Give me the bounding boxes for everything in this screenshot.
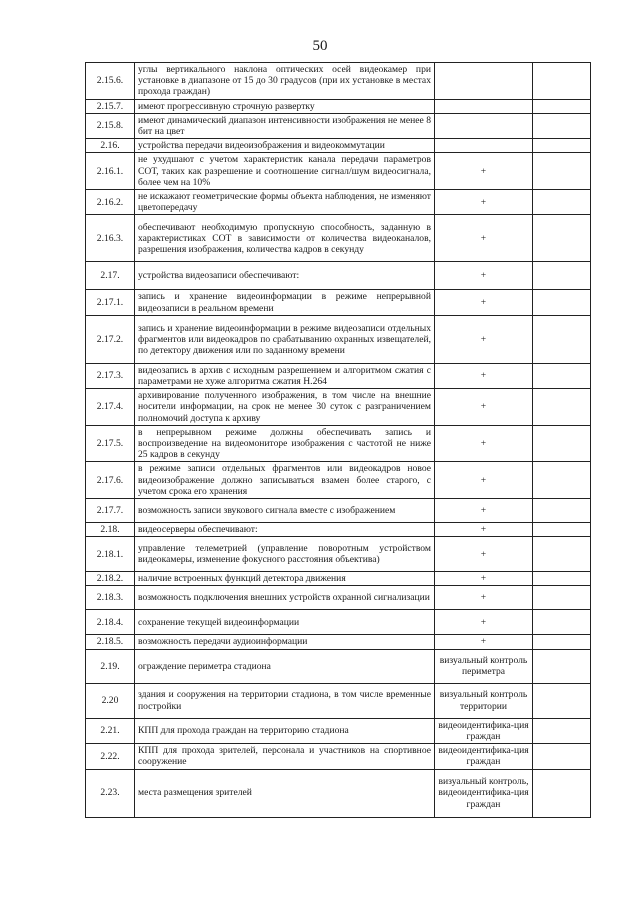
row-description: видеозапись в архив с исходным разрешением и алгоритмом сжатия с параметрами не хуже алгоритма сжатия Н.264 xyxy=(135,363,435,388)
row-mark xyxy=(435,63,533,100)
table-row xyxy=(86,63,591,100)
row-empty-cell xyxy=(533,586,591,610)
table-row xyxy=(86,215,591,262)
row-number: 2.17.4. xyxy=(86,389,135,426)
row-number: 2.17.5. xyxy=(86,425,135,462)
row-description: ограждение периметра стадиона xyxy=(135,649,435,683)
row-description: запись и хранение видеоинформации в режиме непрерывной видеозаписи в реальном времени xyxy=(135,290,435,315)
row-mark: + xyxy=(435,537,533,572)
row-number: 2.15.6. xyxy=(86,63,135,100)
row-description: имеют динамический диапазон интенсивности изображения не менее 8 бит на цвет xyxy=(135,113,435,138)
row-mark xyxy=(435,139,533,153)
row-mark xyxy=(435,99,533,113)
row-number: 2.16.2. xyxy=(86,190,135,215)
table-row xyxy=(86,425,591,462)
row-empty-cell xyxy=(533,425,591,462)
row-description: не искажают геометрические формы объекта наблюдения, не изменяют цветопередачу xyxy=(135,190,435,215)
row-description: возможность передачи аудиоинформации xyxy=(135,635,435,649)
row-empty-cell xyxy=(533,744,591,769)
row-empty-cell xyxy=(533,262,591,290)
table-row xyxy=(86,572,591,586)
row-description: в режиме записи отдельных фрагментов или видеокадров новое видеоизображение должно записываться взамен более старого, с учетом срока его хранения xyxy=(135,462,435,499)
table-row xyxy=(86,315,591,363)
table-row xyxy=(86,537,591,572)
row-number: 2.17.6. xyxy=(86,462,135,499)
row-empty-cell xyxy=(533,572,591,586)
table-row xyxy=(86,262,591,290)
row-empty-cell xyxy=(533,139,591,153)
row-number: 2.18.4. xyxy=(86,610,135,635)
row-empty-cell xyxy=(533,769,591,817)
row-empty-cell xyxy=(533,610,591,635)
row-description: углы вертикального наклона оптических осей видеокамер при установке в диапазоне от 15 до 30 градусов (при их установке в местах прохода граждан) xyxy=(135,63,435,100)
row-number: 2.15.8. xyxy=(86,113,135,138)
table-row xyxy=(86,586,591,610)
row-mark: + xyxy=(435,586,533,610)
table-row xyxy=(86,769,591,817)
row-empty-cell xyxy=(533,190,591,215)
row-description: возможность подключения внешних устройств охранной сигнализации xyxy=(135,586,435,610)
row-mark: + xyxy=(435,262,533,290)
requirements-table-body xyxy=(86,63,591,818)
row-description: запись и хранение видеоинформации в режиме видеозаписи отдельных фрагментов или видеокадров по срабатыванию охранных извещателей, по детектору движения или по заданному времени xyxy=(135,315,435,363)
row-mark: + xyxy=(435,290,533,315)
row-number: 2.17.1. xyxy=(86,290,135,315)
table-row xyxy=(86,683,591,718)
row-description: управление телеметрией (управление поворотным устройством видеокамеры, изменение фокусного расстояния объектива) xyxy=(135,537,435,572)
table-row xyxy=(86,499,591,523)
row-description: устройства передачи видеоизображения и видеокоммутации xyxy=(135,139,435,153)
table-row xyxy=(86,649,591,683)
row-description: КПП для прохода зрителей, персонала и участников на спортивное сооружение xyxy=(135,744,435,769)
row-empty-cell xyxy=(533,215,591,262)
table-row xyxy=(86,363,591,388)
row-empty-cell xyxy=(533,153,591,190)
row-number: 2.21. xyxy=(86,718,135,743)
row-empty-cell xyxy=(533,683,591,718)
row-number: 2.22. xyxy=(86,744,135,769)
row-number: 2.20 xyxy=(86,683,135,718)
table-row xyxy=(86,113,591,138)
row-number: 2.17.7. xyxy=(86,499,135,523)
row-empty-cell xyxy=(533,113,591,138)
row-description: видеосерверы обеспечивают: xyxy=(135,523,435,537)
row-mark: визуальный контроль территории xyxy=(435,683,533,718)
row-number: 2.18. xyxy=(86,523,135,537)
row-empty-cell xyxy=(533,315,591,363)
row-mark: + xyxy=(435,610,533,635)
row-description: КПП для прохода граждан на территорию стадиона xyxy=(135,718,435,743)
row-empty-cell xyxy=(533,389,591,426)
table-row xyxy=(86,462,591,499)
row-mark: + xyxy=(435,153,533,190)
table-row xyxy=(86,389,591,426)
row-mark: + xyxy=(435,425,533,462)
row-empty-cell xyxy=(533,462,591,499)
row-number: 2.18.5. xyxy=(86,635,135,649)
row-description: обеспечивают необходимую пропускную способность, заданную в характеристиках СОТ в зависимости от количества видеоканалов, разрешения изображения, количества кадров в секунду xyxy=(135,215,435,262)
row-number: 2.23. xyxy=(86,769,135,817)
row-empty-cell xyxy=(533,63,591,100)
row-description: места размещения зрителей xyxy=(135,769,435,817)
row-mark: + xyxy=(435,315,533,363)
row-number: 2.15.7. xyxy=(86,99,135,113)
row-number: 2.16. xyxy=(86,139,135,153)
table-row xyxy=(86,523,591,537)
row-number: 2.18.3. xyxy=(86,586,135,610)
row-mark: + xyxy=(435,389,533,426)
row-mark: видеоидентифика-ция граждан xyxy=(435,744,533,769)
row-number: 2.18.1. xyxy=(86,537,135,572)
table-row xyxy=(86,744,591,769)
row-description: в непрерывном режиме должны обеспечивать запись и воспроизведение на видеомониторе изображения с частотой не ниже 25 кадров в секунду xyxy=(135,425,435,462)
row-description: устройства видеозаписи обеспечивают: xyxy=(135,262,435,290)
row-mark: + xyxy=(435,572,533,586)
row-empty-cell xyxy=(533,523,591,537)
row-number: 2.17.2. xyxy=(86,315,135,363)
table-row xyxy=(86,635,591,649)
row-number: 2.16.1. xyxy=(86,153,135,190)
row-empty-cell xyxy=(533,99,591,113)
row-number: 2.17.3. xyxy=(86,363,135,388)
requirements-table xyxy=(85,62,591,818)
row-empty-cell xyxy=(533,499,591,523)
row-mark xyxy=(435,113,533,138)
table-row xyxy=(86,139,591,153)
row-empty-cell xyxy=(533,649,591,683)
row-mark: + xyxy=(435,363,533,388)
table-row xyxy=(86,153,591,190)
row-description: имеют прогрессивную строчную развертку xyxy=(135,99,435,113)
row-number: 2.18.2. xyxy=(86,572,135,586)
row-mark: видеоидентифика-ция граждан xyxy=(435,718,533,743)
row-description: возможность записи звукового сигнала вместе с изображением xyxy=(135,499,435,523)
row-mark: визуальный контроль периметра xyxy=(435,649,533,683)
row-mark: + xyxy=(435,523,533,537)
row-description: сохранение текущей видеоинформации xyxy=(135,610,435,635)
row-number: 2.16.3. xyxy=(86,215,135,262)
row-number: 2.17. xyxy=(86,262,135,290)
page-number: 50 xyxy=(312,38,328,54)
row-description: архивирование полученного изображения, в том числе на внешние носители информации, на срок не менее 30 суток с разграничением полномочий доступа к архиву xyxy=(135,389,435,426)
row-empty-cell xyxy=(533,537,591,572)
row-empty-cell xyxy=(533,718,591,743)
row-description: наличие встроенных функций детектора движения xyxy=(135,572,435,586)
row-mark: + xyxy=(435,462,533,499)
table-row xyxy=(86,290,591,315)
row-mark: + xyxy=(435,215,533,262)
table-row xyxy=(86,610,591,635)
table-row xyxy=(86,190,591,215)
row-empty-cell xyxy=(533,635,591,649)
row-empty-cell xyxy=(533,290,591,315)
row-number: 2.19. xyxy=(86,649,135,683)
row-description: не ухудшают с учетом характеристик канала передачи параметров СОТ, таких как разрешение и соотношение сигнал/шум видеосигнала, более чем на 10% xyxy=(135,153,435,190)
row-mark: визуальный контроль, видеоидентифика-ция граждан xyxy=(435,769,533,817)
table-row xyxy=(86,99,591,113)
row-empty-cell xyxy=(533,363,591,388)
row-mark: + xyxy=(435,190,533,215)
table-row xyxy=(86,718,591,743)
row-mark: + xyxy=(435,499,533,523)
row-mark: + xyxy=(435,635,533,649)
row-description: здания и сооружения на территории стадиона, в том числе временные постройки xyxy=(135,683,435,718)
